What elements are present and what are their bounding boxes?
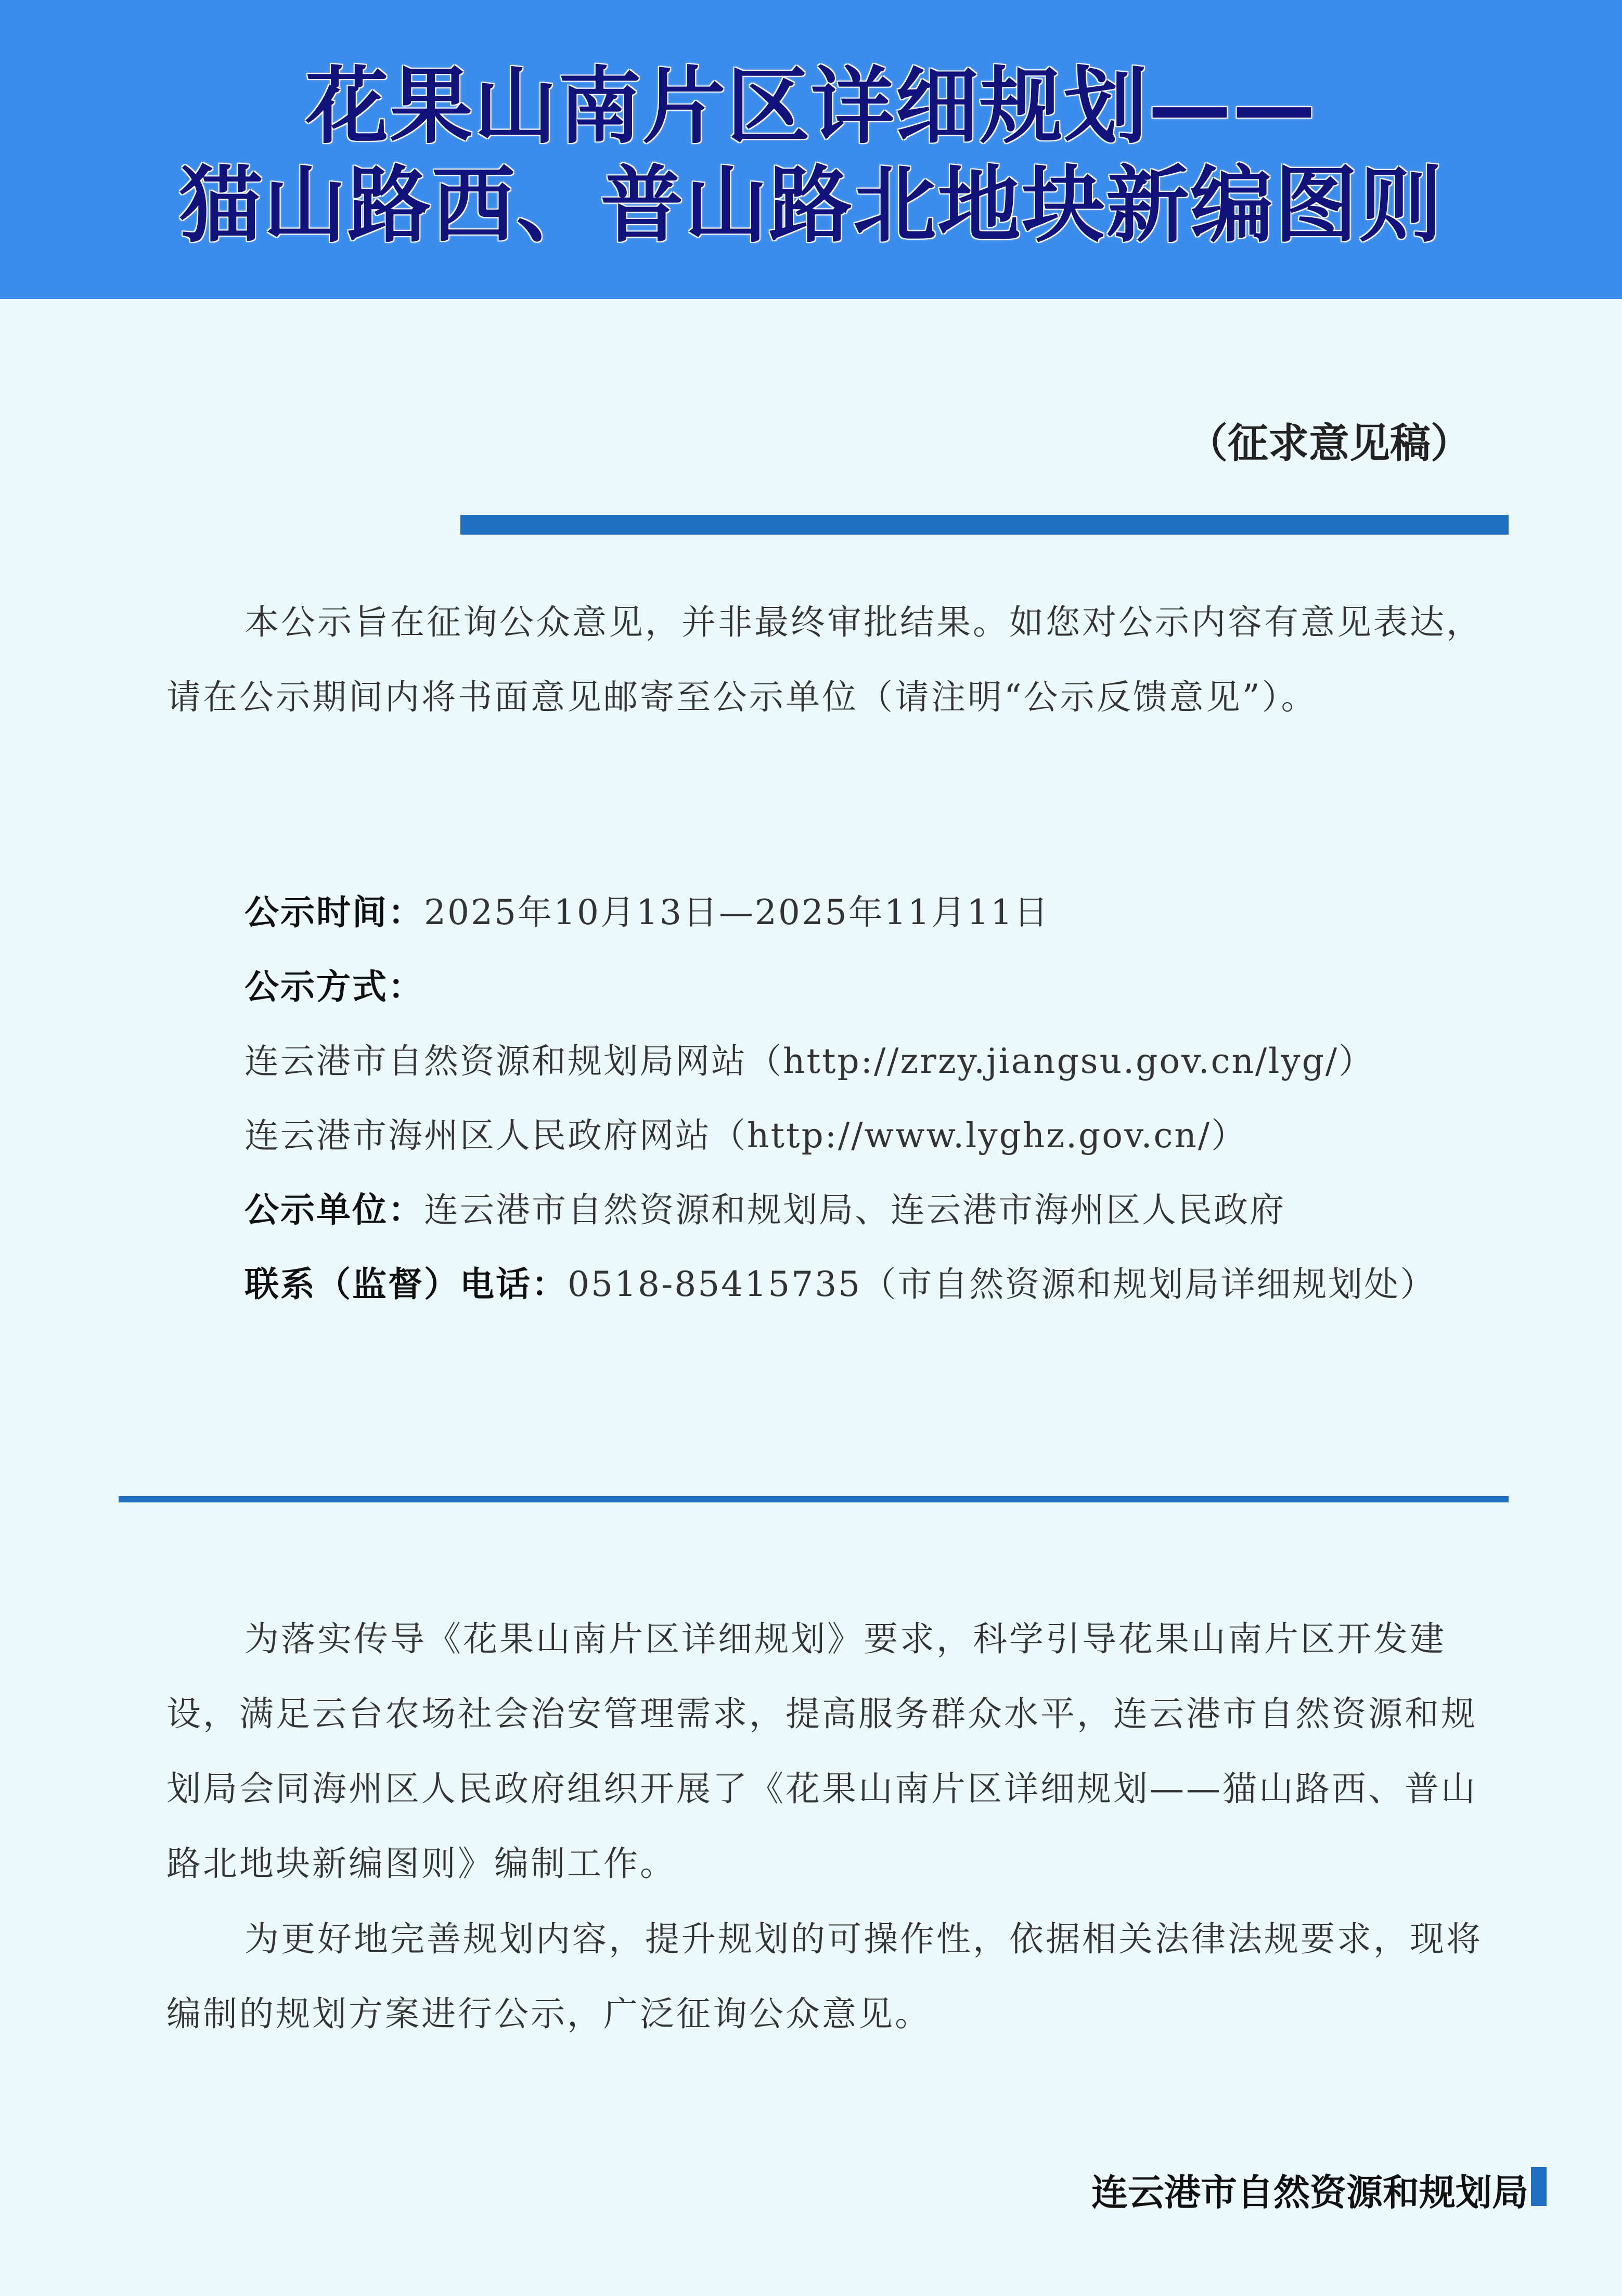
contact-phone-row xyxy=(244,1247,1509,1321)
title-line-2: 猫山路西、普山路北地块新编图则 xyxy=(178,157,1443,254)
footer-organization: 连云港市自然资源和规划局 xyxy=(1091,2171,1528,2214)
middle-divider xyxy=(119,1496,1509,1502)
publicity-method-website-2: 连云港市海州区人民政府网站（http://www.lyghz.gov.cn/） xyxy=(244,1115,1247,1156)
footer-accent-bar xyxy=(1531,2167,1547,2206)
top-divider xyxy=(460,515,1509,535)
draft-label: （征求意见稿） xyxy=(1187,420,1471,467)
intro-paragraph-1: 为落实传导《花果山南片区详细规划》要求，科学引导花果山南片区开发建设，满足云台农场社会治安管理需求，提高服务群众水平，连云港市自然资源和规划局会同海州区人民政府组织开展了《花果山南片区详细规划——猫山路西、普山路北地块新编图则》编制工作。 xyxy=(166,1619,1477,1884)
title-line-1: 花果山南片区详细规划—— xyxy=(305,58,1317,155)
info-block xyxy=(244,875,1509,1321)
publicity-method-website-1: 连云港市自然资源和规划局网站（http://zrzy.jiangsu.gov.cn/lyg/） xyxy=(244,1041,1375,1081)
publicity-time-value: 2025年10月13日—2025年11月11日 xyxy=(424,892,1050,932)
publicity-method-label: 公示方式： xyxy=(244,967,424,1007)
contact-phone-label: 联系（监督）电话： xyxy=(244,1264,568,1304)
notice-paragraph: 本公示旨在征询公众意见，并非最终审批结果。如您对公示内容有意见表达，请在公示期间内将书面意见邮寄至公示单位（请注明“公示反馈意见”）。 xyxy=(166,602,1483,717)
publicity-unit-value: 连云港市自然资源和规划局、连云港市海州区人民政府 xyxy=(424,1190,1285,1230)
publicity-time-row xyxy=(244,875,1509,950)
contact-phone-value: 0518-85415735（市自然资源和规划局详细规划处） xyxy=(568,1264,1436,1304)
publicity-unit-row xyxy=(244,1173,1509,1247)
publicity-unit-label: 公示单位： xyxy=(244,1190,424,1230)
header-banner xyxy=(0,0,1622,299)
publicity-method-row xyxy=(244,950,1509,1024)
publicity-time-label: 公示时间： xyxy=(244,892,424,932)
intro-paragraph-2: 为更好地完善规划内容，提升规划的可操作性，依据相关法律法规要求，现将编制的规划方案进行公示，广泛征询公众意见。 xyxy=(166,1919,1483,2034)
